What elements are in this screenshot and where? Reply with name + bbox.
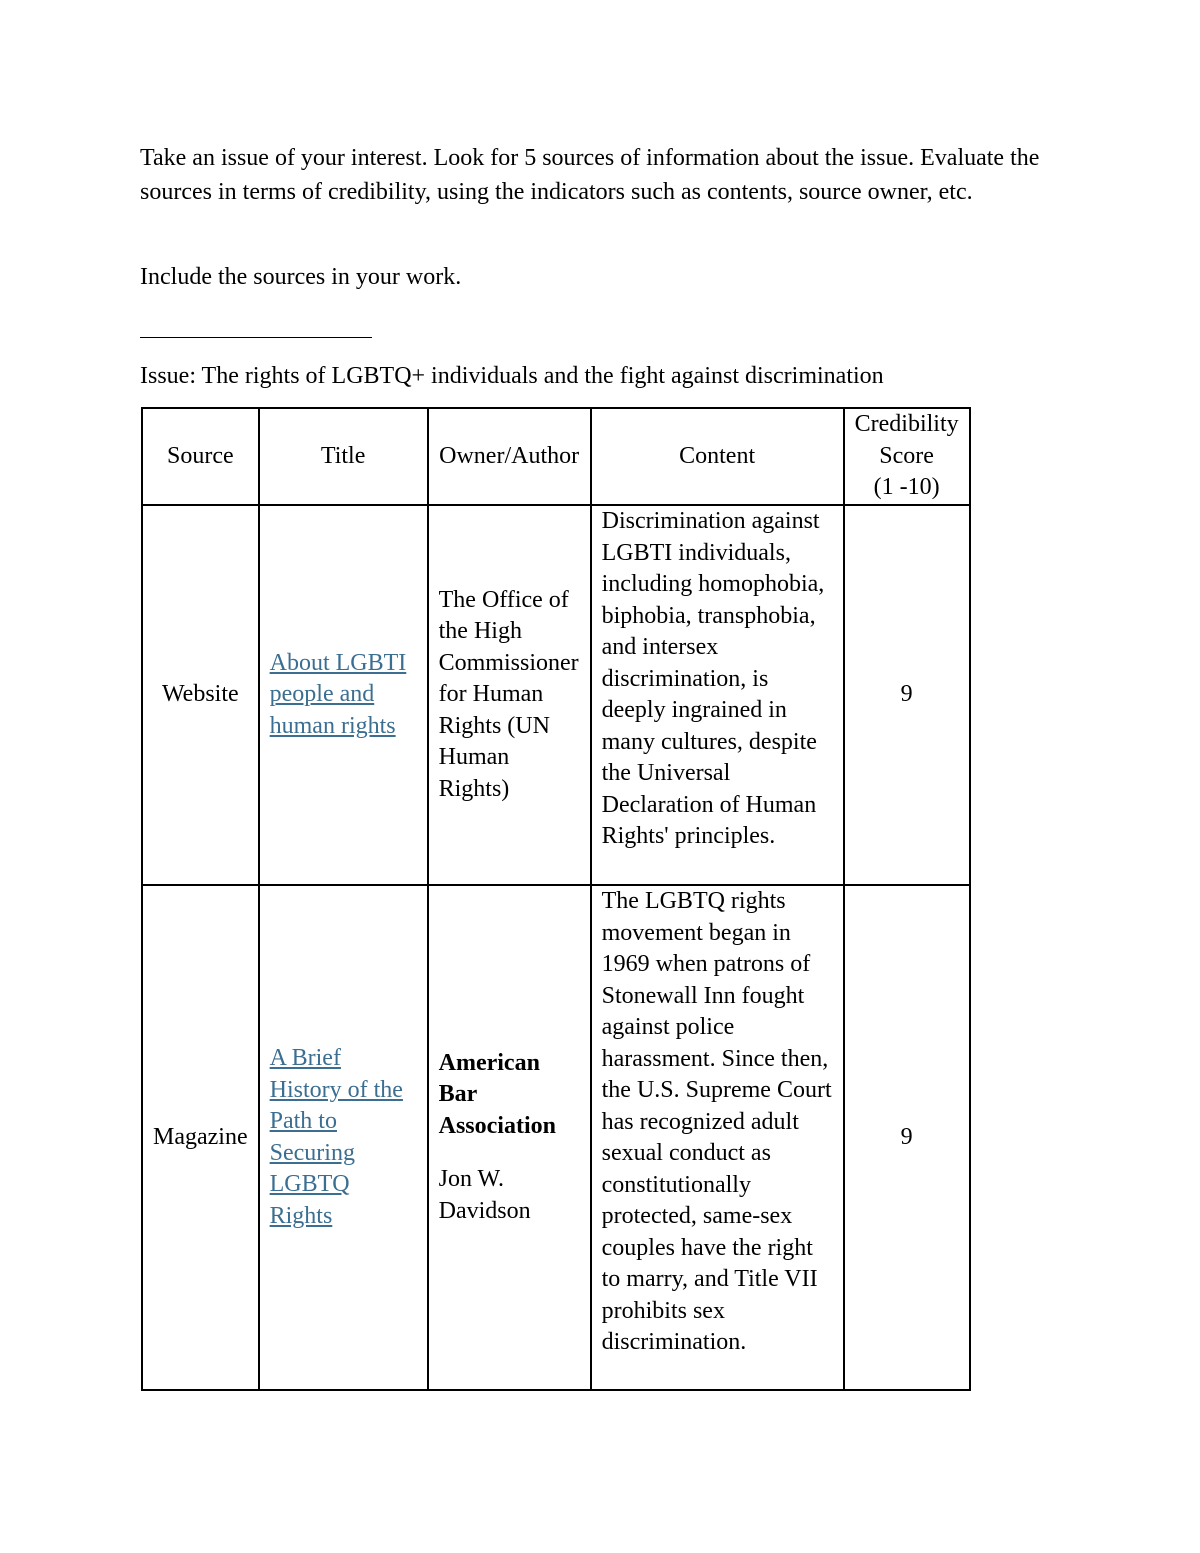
header-score-line2: Score — [879, 442, 934, 469]
include-paragraph: Include the sources in your work. — [140, 264, 462, 290]
header-content: Content — [591, 408, 844, 505]
header-owner: Owner/Author — [428, 408, 591, 505]
owner-cell — [428, 885, 591, 1390]
source-type-cell: Website — [142, 505, 259, 885]
header-source: Source — [142, 408, 259, 505]
owner-cell: The Office of the High Commissioner for Human Rights (UN Human Rights) — [428, 505, 591, 885]
header-score — [844, 408, 970, 505]
owner-author: Jon W. Davidson — [438, 1166, 531, 1224]
sources-table — [141, 407, 971, 1391]
table-row — [142, 885, 970, 1390]
title-cell — [259, 885, 428, 1390]
title-cell — [259, 505, 428, 885]
source-title-link[interactable]: About LGBTI people and human rights — [269, 649, 407, 739]
table-row — [142, 505, 970, 885]
score-cell: 9 — [844, 505, 970, 885]
intro-paragraph: Take an issue of your interest. Look for 5 sources of information about the issue. Evaluate the sources in terms of credibility, using the indicators such as contents, source owner, etc. — [140, 145, 1040, 205]
owner-organization: American Bar Association — [438, 1049, 556, 1139]
header-score-line1: Credibility — [854, 411, 959, 438]
header-title: Title — [259, 408, 428, 505]
content-cell: The LGBTQ rights movement began in 1969 when patrons of Stonewall Inn fought against police harassment. Since then, the U.S. Supreme Court has recognized adult sexual conduct as constitutionally protected, same-sex couples have the right to marry, and Title VII prohibits sex discrimination. — [591, 885, 844, 1390]
header-score-line3: (1 -10) — [873, 474, 940, 501]
separator-line — [140, 337, 372, 338]
source-title-link[interactable]: A Brief History of the Path to Securing LGBTQ Rights — [269, 1045, 403, 1229]
table-header-row — [142, 408, 970, 505]
issue-heading: Issue: The rights of LGBTQ+ individuals and the fight against discrimination — [140, 363, 884, 389]
content-cell: Discrimination against LGBTI individuals, including homophobia, biphobia, transphobia, and intersex discrimination, is deeply ingrained in many cultures, despite the Universal Declaration of Human Rights' principles. — [591, 505, 844, 885]
score-cell: 9 — [844, 885, 970, 1390]
source-type-cell: Magazine — [142, 885, 259, 1390]
